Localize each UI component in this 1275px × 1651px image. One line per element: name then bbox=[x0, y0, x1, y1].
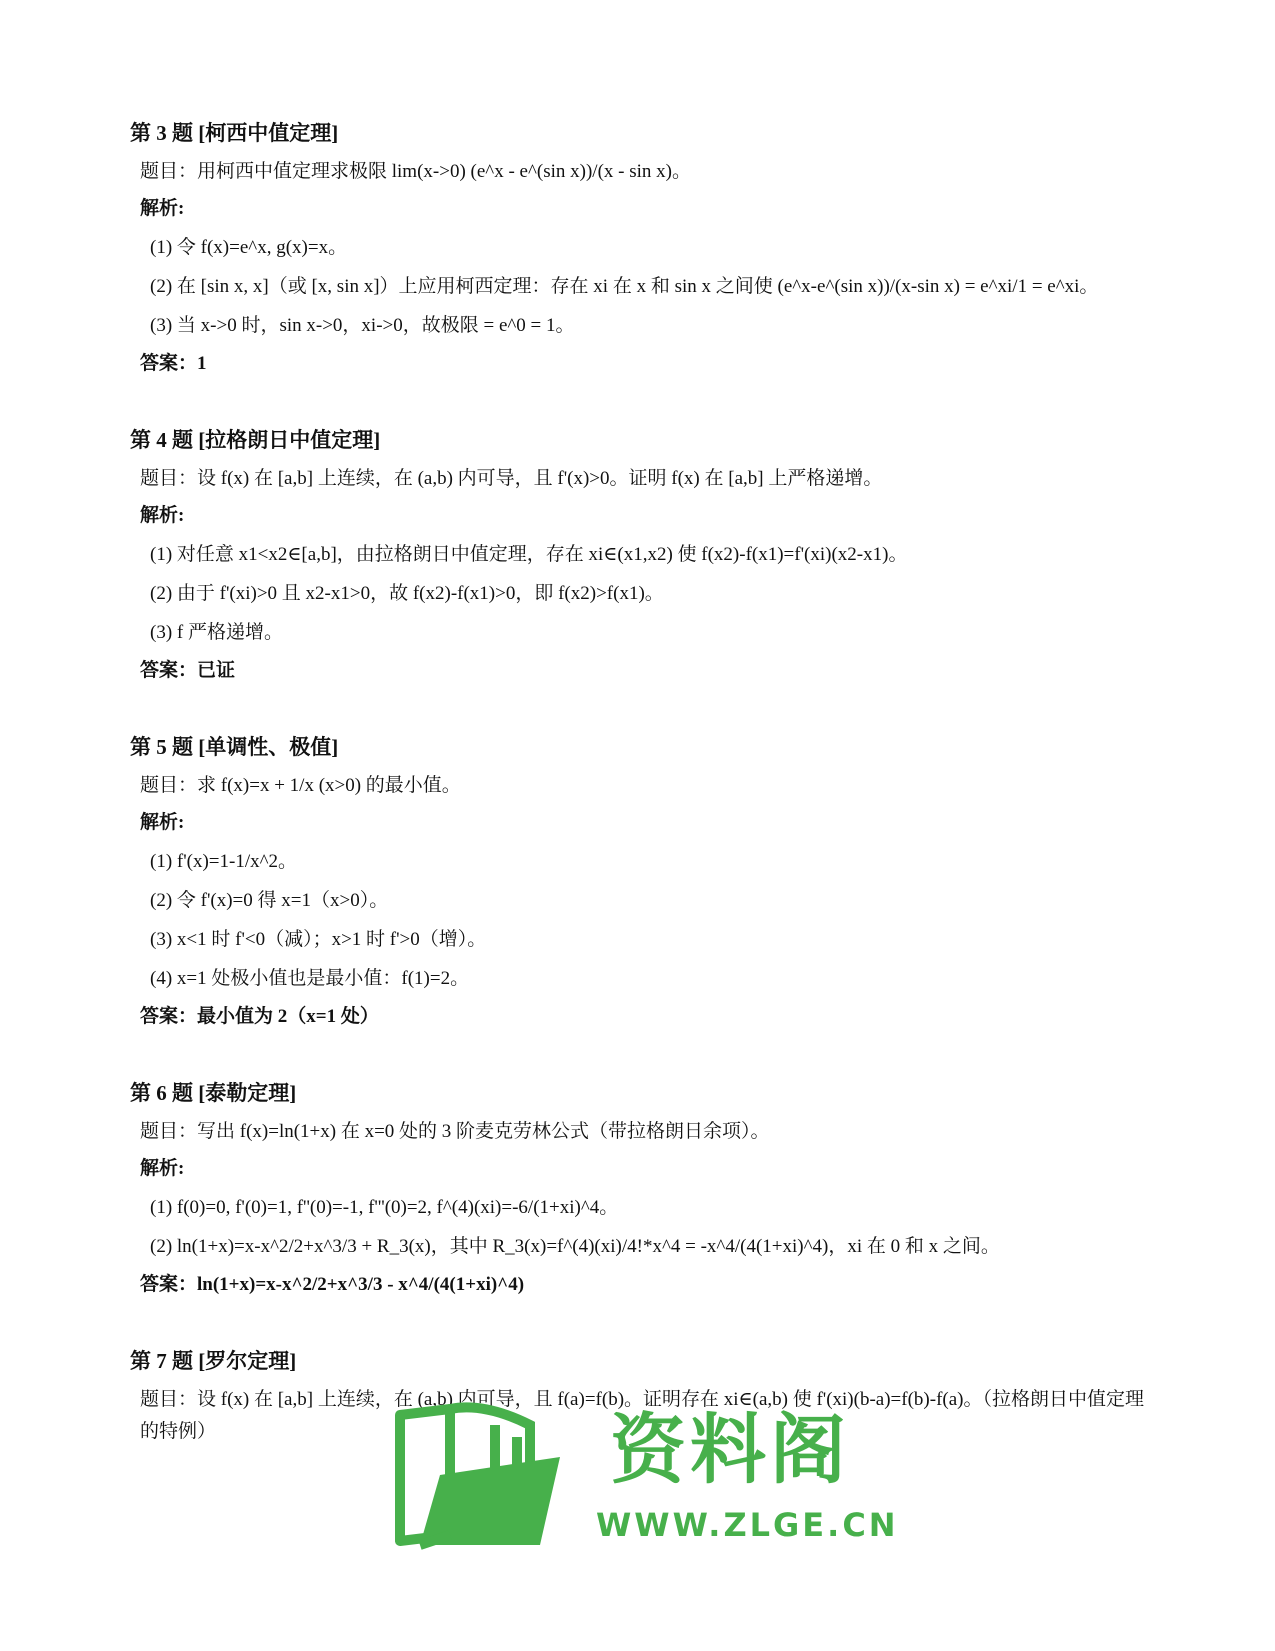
analysis-step: (1) 对任意 x1<x2∈[a,b]，由拉格朗日中值定理，存在 xi∈(x1,x2) 使 f(x2)-f(x1)=f'(xi)(x2-x1)。 bbox=[150, 544, 908, 565]
analysis-step: (4) x=1 处极小值也是最小值：f(1)=2。 bbox=[150, 968, 470, 989]
problem-6 bbox=[130, 1078, 1150, 1300]
problem-title: 第 5 题 [单调性、极值] bbox=[130, 735, 339, 759]
analysis-step: (2) ln(1+x)=x-x^2/2+x^3/3 + R_3(x)，其中 R_3(x)=f^(4)(xi)/4!*x^4 = -x^4/(4(1+xi)^4)，xi 在 0 和 x 之间。 bbox=[150, 1236, 1000, 1257]
analysis-step: (3) x<1 时 f'<0（减）；x>1 时 f'>0（增）。 bbox=[150, 929, 487, 950]
analysis-step: (1) f(0)=0, f'(0)=1, f''(0)=-1, f'''(0)=2, f^(4)(xi)=-6/(1+xi)^4。 bbox=[150, 1197, 619, 1218]
book-folder-icon bbox=[380, 1395, 580, 1555]
problem-statement: 题目：用柯西中值定理求极限 lim(x->0) (e^x - e^(sin x))/(x - sin x)。 bbox=[140, 161, 691, 182]
answer: 答案：最小值为 2（x=1 处） bbox=[140, 1006, 379, 1027]
answer: 答案：1 bbox=[140, 353, 207, 374]
analysis-step: (2) 由于 f'(xi)>0 且 x2-x1>0，故 f(x2)-f(x1)>0，即 f(x2)>f(x1)。 bbox=[150, 583, 664, 604]
analysis-step: (2) 在 [sin x, x]（或 [x, sin x]）上应用柯西定理：存在 xi 在 x 和 sin x 之间使 (e^x-e^(sin x))/(x-sin x) = e^xi/1 = e^xi。 bbox=[150, 276, 1099, 297]
problem-statement: 题目：写出 f(x)=ln(1+x) 在 x=0 处的 3 阶麦克劳林公式（带拉格朗日余项）。 bbox=[140, 1121, 770, 1142]
watermark-name: 资料阁 bbox=[610, 1405, 850, 1494]
problem-statement: 题目：设 f(x) 在 [a,b] 上连续，在 (a,b) 内可导，且 f(a)=f(b)。证明存在 xi∈(a,b) 使 f'(xi)(b-a)=f(b)-f(a)。（拉格朗日中值定理的特例） bbox=[140, 1389, 1144, 1442]
analysis-label: 解析: bbox=[140, 1158, 185, 1179]
analysis-step: (1) f'(x)=1-1/x^2。 bbox=[150, 851, 298, 872]
analysis-label: 解析: bbox=[140, 198, 185, 219]
document-page bbox=[130, 118, 1150, 1494]
problem-title: 第 4 题 [拉格朗日中值定理] bbox=[130, 428, 381, 452]
problem-title: 第 6 题 [泰勒定理] bbox=[130, 1081, 297, 1105]
analysis-step: (1) 令 f(x)=e^x, g(x)=x。 bbox=[150, 237, 348, 258]
answer: 答案：ln(1+x)=x-x^2/2+x^3/3 - x^4/(4(1+xi)^4) bbox=[140, 1274, 525, 1295]
watermark-logo bbox=[400, 1405, 899, 1565]
analysis-label: 解析: bbox=[140, 812, 185, 833]
problem-3 bbox=[130, 118, 1150, 379]
problem-title: 第 3 题 [柯西中值定理] bbox=[130, 121, 339, 145]
analysis-step: (2) 令 f'(x)=0 得 x=1（x>0）。 bbox=[150, 890, 389, 911]
analysis-step: (3) f 严格递增。 bbox=[150, 622, 283, 643]
analysis-step: (3) 当 x->0 时，sin x->0，xi->0，故极限 = e^0 = 1。 bbox=[150, 315, 575, 336]
problem-5 bbox=[130, 732, 1150, 1032]
analysis-label: 解析: bbox=[140, 505, 185, 526]
watermark-url: WWW.ZLGE.CN bbox=[596, 1506, 899, 1544]
problem-4 bbox=[130, 425, 1150, 686]
problem-statement: 题目：求 f(x)=x + 1/x (x>0) 的最小值。 bbox=[140, 775, 461, 796]
answer: 答案：已证 bbox=[140, 660, 236, 681]
problem-title: 第 7 题 [罗尔定理] bbox=[130, 1349, 297, 1373]
problem-statement: 题目：设 f(x) 在 [a,b] 上连续，在 (a,b) 内可导，且 f'(x)>0。证明 f(x) 在 [a,b] 上严格递增。 bbox=[140, 468, 883, 489]
